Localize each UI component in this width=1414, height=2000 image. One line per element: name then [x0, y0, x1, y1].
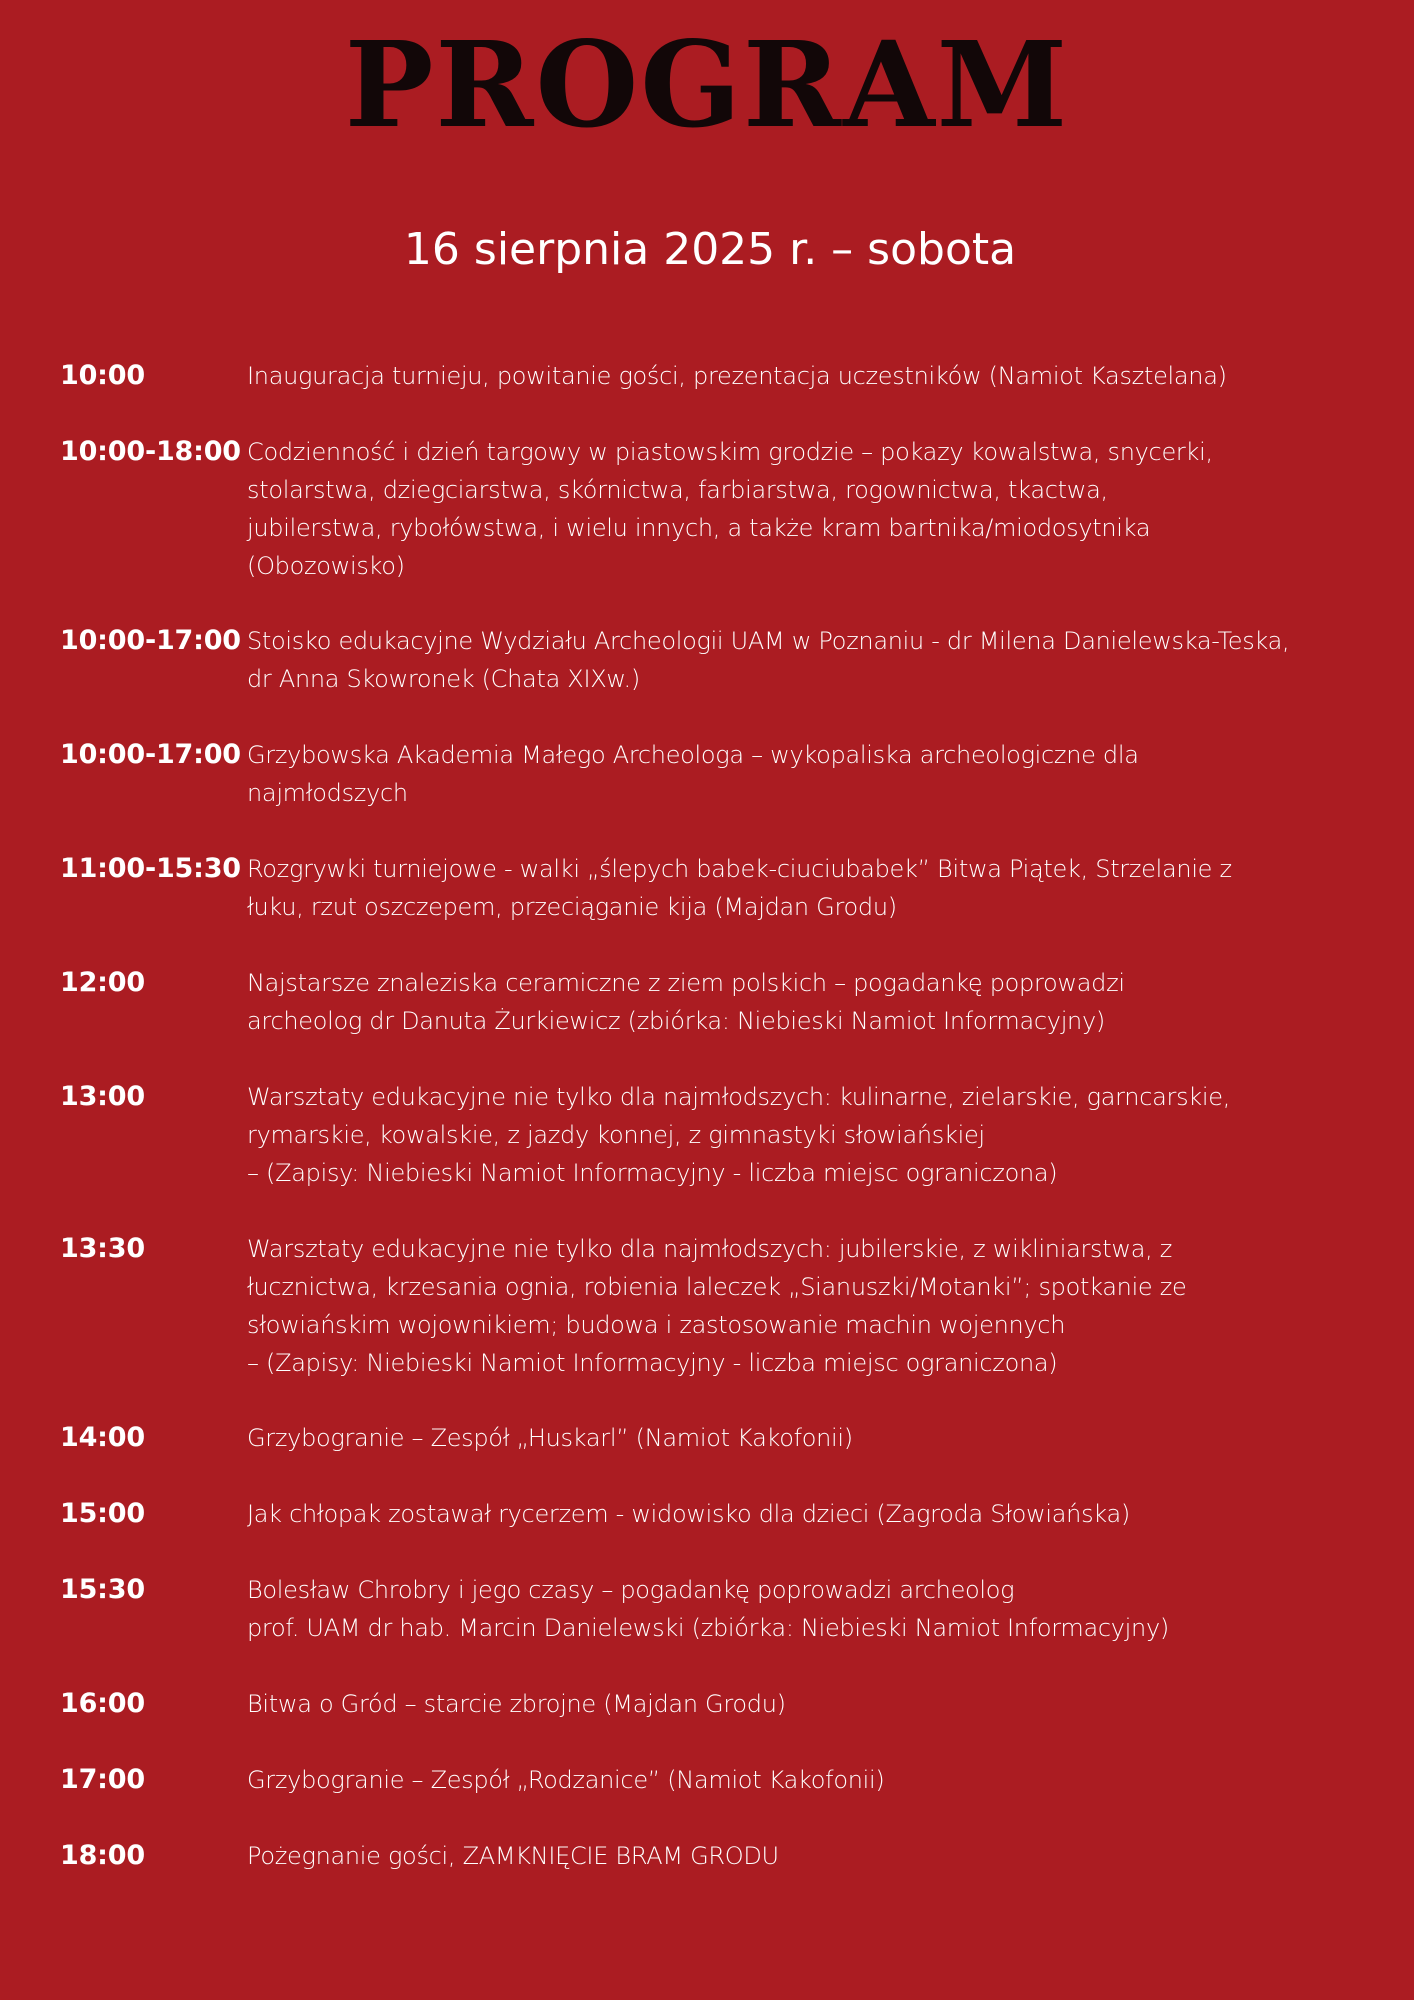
- schedule-description: [247, 1571, 1377, 1647]
- schedule-time: 10:00: [60, 360, 145, 391]
- description-line: dr Anna Skowronek (Chata XIXw.): [247, 665, 640, 693]
- schedule-description: [247, 433, 1377, 585]
- description-line: Rozgrywki turniejowe - walki „ślepych babek-ciuciubabek” Bitwa Piątek, Strzelanie z: [247, 855, 1232, 883]
- description-line: Najstarsze znaleziska ceramiczne z ziem polskich – pogadankę poprowadzi: [247, 969, 1125, 997]
- schedule-time: 15:30: [60, 1574, 145, 1605]
- schedule-time: 18:00: [60, 1840, 145, 1871]
- description-line: łuku, rzut oszczepem, przeciąganie kija (Majdan Grodu): [247, 893, 897, 921]
- description-line: rymarskie, kowalskie, z jazdy konnej, z gimnastyki słowiańskiej: [247, 1121, 985, 1149]
- description-line: Bolesław Chrobry i jego czasy – pogadankę poprowadzi archeolog: [247, 1576, 1015, 1604]
- schedule-description: [247, 1761, 1377, 1799]
- schedule-description: [247, 357, 1377, 395]
- description-line: prof. UAM dr hab. Marcin Danielewski (zbiórka: Niebieski Namiot Informacyjny): [247, 1614, 1169, 1642]
- description-line: Grzybowska Akademia Małego Archeologa – wykopaliska archeologiczne dla: [247, 741, 1139, 769]
- event-date: 16 sierpnia 2025 r. – sobota: [403, 224, 1017, 275]
- program-title: PROGRAM: [344, 15, 1070, 154]
- description-line: (Obozowisko): [247, 552, 405, 580]
- schedule-description: [247, 850, 1377, 926]
- schedule-time: 15:00: [60, 1498, 145, 1529]
- description-line: Inauguracja turnieju, powitanie gości, prezentacja uczestników (Namiot Kasztelana): [247, 362, 1227, 390]
- description-line: – (Zapisy: Niebieski Namiot Informacyjny - liczba miejsc ograniczona): [247, 1349, 1058, 1377]
- description-line: archeolog dr Danuta Żurkiewicz (zbiórka: Niebieski Namiot Informacyjny): [247, 1007, 1105, 1035]
- schedule-description: [247, 1230, 1377, 1382]
- schedule-time: 13:00: [60, 1081, 145, 1112]
- description-line: Pożegnanie gości, ZAMKNIĘCIE BRAM GRODU: [247, 1842, 779, 1870]
- schedule-time: 14:00: [60, 1422, 145, 1453]
- schedule-time: 11:00-15:30: [60, 853, 241, 884]
- schedule-time: 16:00: [60, 1688, 145, 1719]
- description-line: Stoisko edukacyjne Wydziału Archeologii UAM w Poznaniu - dr Milena Danielewska-Teska,: [247, 627, 1290, 655]
- schedule-time: 10:00-17:00: [60, 739, 241, 770]
- schedule-time: 10:00-18:00: [60, 436, 241, 467]
- schedule-time: 17:00: [60, 1764, 145, 1795]
- schedule-description: [247, 1837, 1377, 1875]
- description-line: słowiańskim wojownikiem; budowa i zastosowanie machin wojennych: [247, 1311, 1066, 1339]
- schedule-description: [247, 964, 1377, 1040]
- description-line: jubilerstwa, rybołówstwa, i wielu innych, a także kram bartnika/miodosytnika: [247, 514, 1151, 542]
- description-line: stolarstwa, dziegciarstwa, skórnictwa, farbiarstwa, rogownictwa, tkactwa,: [247, 476, 1108, 504]
- schedule-description: [247, 1495, 1377, 1533]
- schedule-time: 10:00-17:00: [60, 625, 241, 656]
- schedule-description: [247, 1078, 1377, 1192]
- schedule-description: [247, 622, 1377, 698]
- schedule-time: 12:00: [60, 967, 145, 998]
- description-line: Codzienność i dzień targowy w piastowskim grodzie – pokazy kowalstwa, snycerki,: [247, 438, 1213, 466]
- description-line: Jak chłopak zostawał rycerzem - widowisko dla dzieci (Zagroda Słowiańska): [247, 1500, 1130, 1528]
- description-line: łucznictwa, krzesania ognia, robienia laleczek „Sianuszki/Motanki”; spotkanie ze: [247, 1273, 1187, 1301]
- description-line: Warsztaty edukacyjne nie tylko dla najmłodszych: kulinarne, zielarskie, garncarskie,: [247, 1083, 1231, 1111]
- description-line: najmłodszych: [247, 779, 408, 807]
- description-line: Grzybogranie – Zespół „Huskarl” (Namiot Kakofonii): [247, 1424, 853, 1452]
- description-line: Grzybogranie – Zespół „Rodzanice” (Namiot Kakofonii): [247, 1766, 885, 1794]
- schedule-description: [247, 1419, 1377, 1457]
- description-line: Bitwa o Gród – starcie zbrojne (Majdan Grodu): [247, 1690, 786, 1718]
- schedule-description: [247, 1685, 1377, 1723]
- description-line: Warsztaty edukacyjne nie tylko dla najmłodszych: jubilerskie, z wikliniarstwa, z: [247, 1235, 1173, 1263]
- schedule-time: 13:30: [60, 1233, 145, 1264]
- schedule-description: [247, 736, 1377, 812]
- description-line: – (Zapisy: Niebieski Namiot Informacyjny - liczba miejsc ograniczona): [247, 1159, 1058, 1187]
